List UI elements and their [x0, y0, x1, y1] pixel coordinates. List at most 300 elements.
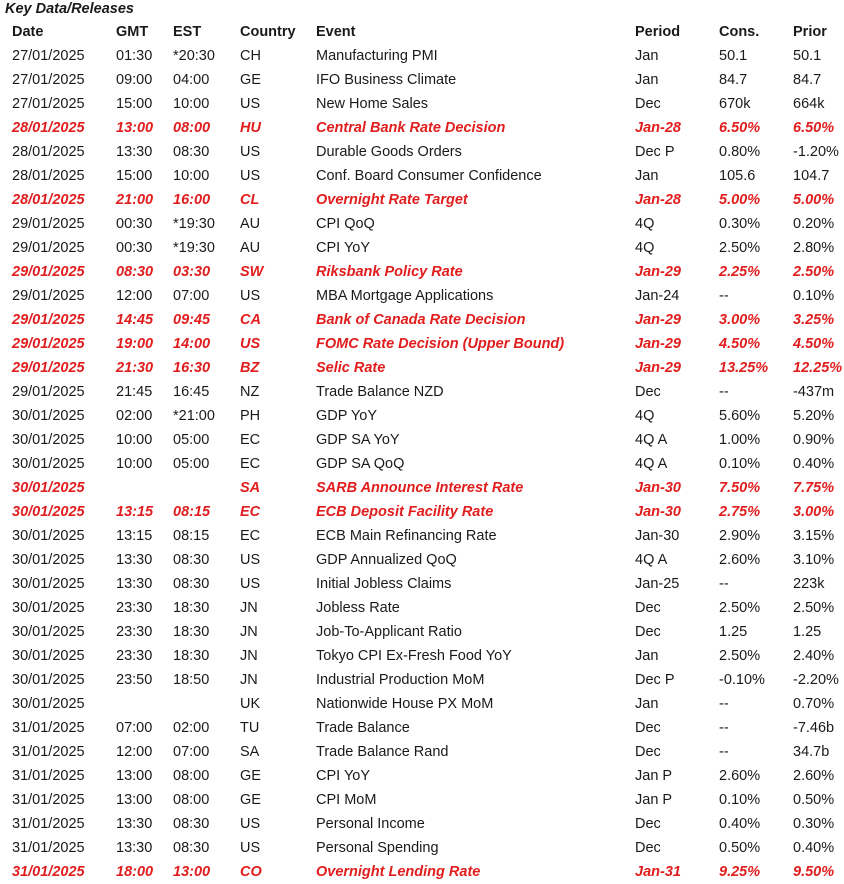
table-row [0, 236, 844, 260]
cell-prior: 0.40% [793, 840, 835, 856]
cell-date: 28/01/2025 [12, 192, 85, 208]
cell-est: 08:30 [173, 552, 210, 568]
table-row [0, 572, 844, 596]
cell-country: GE [240, 72, 261, 88]
cell-cons: 7.50% [719, 480, 761, 496]
cell-est: 05:00 [173, 432, 210, 448]
cell-event: CPI MoM [316, 792, 377, 808]
cell-est: 03:30 [173, 264, 211, 280]
table-row-highlighted [0, 476, 844, 500]
cell-est: 18:30 [173, 624, 210, 640]
table-row-highlighted [0, 860, 844, 884]
cell-est: 07:00 [173, 744, 210, 760]
cell-country: EC [240, 432, 261, 448]
cell-period: Jan-30 [635, 504, 681, 520]
cell-date: 30/01/2025 [12, 432, 85, 448]
cell-country: JN [240, 648, 258, 664]
table-row-highlighted [0, 188, 844, 212]
cell-est: 14:00 [173, 336, 211, 352]
cell-date: 30/01/2025 [12, 480, 85, 496]
cell-date: 31/01/2025 [12, 816, 85, 832]
cell-gmt: 09:00 [116, 72, 153, 88]
table-row-highlighted [0, 260, 844, 284]
cell-period: Jan-28 [635, 192, 681, 208]
cell-date: 30/01/2025 [12, 528, 85, 544]
cell-event: Bank of Canada Rate Decision [316, 312, 526, 328]
cell-prior: 3.00% [793, 504, 835, 520]
cell-country: PH [240, 408, 261, 424]
cell-event: Riksbank Policy Rate [316, 264, 463, 280]
cell-cons: 4.50% [719, 336, 761, 352]
cell-date: 28/01/2025 [12, 144, 85, 160]
cell-period: Dec [635, 384, 661, 400]
cell-country: CL [240, 192, 260, 208]
cell-est: 08:00 [173, 792, 210, 808]
cell-date: 30/01/2025 [12, 408, 85, 424]
cell-gmt: 13:00 [116, 120, 154, 136]
cell-gmt: 10:00 [116, 456, 153, 472]
cell-event: Initial Jobless Claims [316, 576, 452, 592]
cell-country: SW [240, 264, 264, 280]
cell-est: *20:30 [173, 48, 215, 64]
table-row [0, 284, 844, 308]
cell-date: 31/01/2025 [12, 840, 85, 856]
cell-date: 29/01/2025 [12, 288, 85, 304]
header-est: EST [173, 24, 202, 40]
cell-country: SA [240, 480, 261, 496]
cell-cons: 0.50% [719, 840, 761, 856]
cell-cons: 0.10% [719, 792, 761, 808]
cell-event: GDP Annualized QoQ [316, 552, 457, 568]
cell-est: *19:30 [173, 216, 215, 232]
cell-period: Jan P [635, 768, 673, 784]
table-row [0, 716, 844, 740]
cell-period: Jan-24 [635, 288, 680, 304]
cell-date: 29/01/2025 [12, 264, 85, 280]
cell-date: 29/01/2025 [12, 240, 85, 256]
cell-est: 09:45 [173, 312, 211, 328]
cell-gmt: 07:00 [116, 720, 153, 736]
cell-event: Industrial Production MoM [316, 672, 485, 688]
table-row [0, 596, 844, 620]
cell-country: HU [240, 120, 261, 136]
cell-cons: 2.60% [719, 552, 761, 568]
cell-prior: 1.25 [793, 624, 822, 640]
table-row [0, 428, 844, 452]
cell-event: New Home Sales [316, 96, 429, 112]
cell-est: 04:00 [173, 72, 210, 88]
cell-date: 29/01/2025 [12, 384, 85, 400]
table-row [0, 92, 844, 116]
cell-period: Jan-29 [635, 336, 681, 352]
cell-date: 27/01/2025 [12, 96, 85, 112]
cell-prior: 7.75% [793, 480, 835, 496]
cell-country: US [240, 288, 261, 304]
cell-gmt: 12:00 [116, 288, 153, 304]
cell-prior: 0.40% [793, 456, 835, 472]
cell-gmt: 21:45 [116, 384, 153, 400]
cell-event: Trade Balance [316, 720, 410, 736]
cell-event: Trade Balance Rand [316, 744, 449, 760]
cell-event: IFO Business Climate [316, 72, 457, 88]
cell-date: 28/01/2025 [12, 168, 85, 184]
cell-cons: 105.6 [719, 168, 756, 184]
cell-est: 18:30 [173, 600, 210, 616]
cell-prior: 50.1 [793, 48, 822, 64]
cell-period: Jan-25 [635, 576, 680, 592]
cell-est: 08:30 [173, 576, 210, 592]
cell-date: 30/01/2025 [12, 624, 85, 640]
cell-gmt: 13:30 [116, 144, 153, 160]
cell-country: SA [240, 744, 260, 760]
cell-country: CA [240, 312, 261, 328]
cell-date: 29/01/2025 [12, 336, 85, 352]
cell-gmt: 13:30 [116, 840, 153, 856]
cell-country: NZ [240, 384, 260, 400]
cell-gmt: 13:30 [116, 576, 153, 592]
cell-event: Conf. Board Consumer Confidence [316, 168, 542, 184]
cell-cons: 1.25 [719, 624, 748, 640]
cell-gmt: 13:15 [116, 528, 153, 544]
cell-date: 30/01/2025 [12, 696, 85, 712]
cell-prior: 664k [793, 96, 825, 112]
cell-event: FOMC Rate Decision (Upper Bound) [316, 336, 565, 352]
cell-prior: 2.50% [793, 264, 835, 280]
header-country: Country [240, 24, 296, 40]
cell-est: 10:00 [173, 168, 210, 184]
cell-date: 31/01/2025 [12, 864, 85, 880]
header-event: Event [316, 24, 356, 40]
cell-prior: 0.70% [793, 696, 835, 712]
cell-cons: 2.50% [719, 648, 761, 664]
cell-cons: 50.1 [719, 48, 748, 64]
cell-country: US [240, 144, 261, 160]
cell-country: US [240, 336, 261, 352]
cell-cons: 3.00% [719, 312, 761, 328]
cell-cons: -- [719, 384, 729, 400]
cell-date: 30/01/2025 [12, 504, 85, 520]
cell-period: Dec P [635, 144, 675, 160]
table-row [0, 788, 844, 812]
cell-period: Jan [635, 72, 659, 88]
cell-cons: 670k [719, 96, 751, 112]
table-row [0, 764, 844, 788]
table-row [0, 140, 844, 164]
table-row [0, 668, 844, 692]
cell-event: Job-To-Applicant Ratio [316, 624, 462, 640]
cell-prior: 2.80% [793, 240, 835, 256]
cell-period: Jan [635, 648, 659, 664]
cell-period: Dec [635, 96, 661, 112]
cell-gmt: 23:30 [116, 648, 153, 664]
cell-event: Personal Income [316, 816, 425, 832]
cell-period: Jan [635, 168, 659, 184]
cell-period: Jan P [635, 792, 673, 808]
cell-period: Dec [635, 720, 661, 736]
cell-gmt: 13:15 [116, 504, 154, 520]
cell-country: US [240, 576, 261, 592]
table-header [0, 20, 844, 44]
cell-est: 05:00 [173, 456, 210, 472]
cell-date: 27/01/2025 [12, 72, 85, 88]
cell-est: 08:30 [173, 840, 210, 856]
cell-date: 29/01/2025 [12, 216, 85, 232]
cell-date: 30/01/2025 [12, 456, 85, 472]
cell-cons: -0.10% [719, 672, 765, 688]
cell-country: US [240, 816, 261, 832]
cell-date: 31/01/2025 [12, 768, 85, 784]
table-row [0, 644, 844, 668]
table-row [0, 740, 844, 764]
cell-prior: 6.50% [793, 120, 835, 136]
cell-prior: 2.40% [793, 648, 835, 664]
cell-prior: 12.25% [793, 360, 843, 376]
cell-gmt: 18:00 [116, 864, 154, 880]
cell-date: 31/01/2025 [12, 792, 85, 808]
cell-event: Personal Spending [316, 840, 439, 856]
table-title: Key Data/Releases [5, 1, 134, 17]
cell-cons: 2.75% [719, 504, 761, 520]
cell-prior: 104.7 [793, 168, 830, 184]
cell-date: 30/01/2025 [12, 576, 85, 592]
cell-period: 4Q A [635, 432, 668, 448]
cell-gmt: 02:00 [116, 408, 153, 424]
cell-gmt: 00:30 [116, 240, 153, 256]
table-row-highlighted [0, 356, 844, 380]
cell-event: ECB Main Refinancing Rate [316, 528, 497, 544]
cell-gmt: 23:50 [116, 672, 153, 688]
cell-prior: 0.90% [793, 432, 835, 448]
cell-period: Jan-30 [635, 528, 680, 544]
cell-date: 30/01/2025 [12, 552, 85, 568]
table-row-highlighted [0, 332, 844, 356]
cell-period: Jan-29 [635, 360, 681, 376]
cell-est: 08:30 [173, 816, 210, 832]
cell-gmt: 23:30 [116, 624, 153, 640]
cell-prior: 3.10% [793, 552, 835, 568]
cell-est: 02:00 [173, 720, 210, 736]
cell-period: Dec [635, 816, 661, 832]
cell-prior: 5.00% [793, 192, 835, 208]
cell-event: Overnight Lending Rate [316, 864, 481, 880]
cell-period: Jan-31 [635, 864, 681, 880]
cell-event: Trade Balance NZD [316, 384, 444, 400]
cell-prior: -1.20% [793, 144, 839, 160]
cell-gmt: 00:30 [116, 216, 153, 232]
cell-date: 31/01/2025 [12, 720, 85, 736]
cell-period: 4Q [635, 240, 655, 256]
cell-date: 27/01/2025 [12, 48, 85, 64]
cell-est: 13:00 [173, 864, 211, 880]
cell-date: 31/01/2025 [12, 744, 85, 760]
cell-country: JN [240, 624, 258, 640]
cell-event: GDP SA YoY [316, 432, 400, 448]
cell-country: AU [240, 240, 261, 256]
cell-event: ECB Deposit Facility Rate [316, 504, 494, 520]
cell-event: CPI YoY [316, 768, 371, 784]
cell-prior: 3.25% [793, 312, 835, 328]
table-row-highlighted [0, 116, 844, 140]
cell-event: Central Bank Rate Decision [316, 120, 506, 136]
cell-date: 29/01/2025 [12, 360, 85, 376]
cell-period: Jan-29 [635, 312, 681, 328]
cell-prior: 0.20% [793, 216, 835, 232]
cell-event: Durable Goods Orders [316, 144, 462, 160]
cell-country: US [240, 552, 261, 568]
cell-date: 28/01/2025 [12, 120, 85, 136]
cell-est: 16:45 [173, 384, 210, 400]
cell-cons: 9.25% [719, 864, 761, 880]
cell-gmt: 12:00 [116, 744, 153, 760]
cell-event: CPI YoY [316, 240, 371, 256]
cell-cons: 2.60% [719, 768, 761, 784]
cell-est: 16:30 [173, 360, 211, 376]
cell-country: UK [240, 696, 261, 712]
cell-prior: 9.50% [793, 864, 835, 880]
cell-event: Jobless Rate [316, 600, 400, 616]
table-row [0, 164, 844, 188]
cell-date: 29/01/2025 [12, 312, 85, 328]
cell-prior: 0.50% [793, 792, 835, 808]
cell-cons: 2.90% [719, 528, 761, 544]
cell-period: 4Q A [635, 456, 668, 472]
cell-cons: 13.25% [719, 360, 769, 376]
cell-prior: -2.20% [793, 672, 839, 688]
cell-cons: 0.10% [719, 456, 761, 472]
cell-est: 08:15 [173, 528, 210, 544]
cell-est: 08:00 [173, 120, 211, 136]
cell-est: 10:00 [173, 96, 210, 112]
cell-period: Dec P [635, 672, 675, 688]
cell-prior: 34.7b [793, 744, 830, 760]
cell-gmt: 10:00 [116, 432, 153, 448]
cell-cons: 5.60% [719, 408, 761, 424]
cell-period: Dec [635, 840, 661, 856]
header-date: Date [12, 24, 44, 40]
cell-gmt: 01:30 [116, 48, 153, 64]
cell-est: 08:30 [173, 144, 210, 160]
table-row [0, 620, 844, 644]
cell-country: JN [240, 600, 258, 616]
cell-period: Jan [635, 48, 659, 64]
cell-gmt: 13:00 [116, 768, 153, 784]
table-row [0, 812, 844, 836]
cell-prior: 0.30% [793, 816, 835, 832]
cell-prior: -7.46b [793, 720, 835, 736]
table-row [0, 692, 844, 716]
cell-country: JN [240, 672, 258, 688]
cell-country: US [240, 840, 261, 856]
cell-gmt: 15:00 [116, 168, 153, 184]
header-prior: Prior [793, 24, 827, 40]
cell-est: 18:50 [173, 672, 210, 688]
cell-cons: -- [719, 720, 729, 736]
cell-event: GDP YoY [316, 408, 378, 424]
cell-event: Overnight Rate Target [316, 192, 468, 208]
cell-cons: 2.25% [719, 264, 761, 280]
table-row [0, 548, 844, 572]
cell-event: CPI QoQ [316, 216, 375, 232]
cell-cons: 5.00% [719, 192, 761, 208]
cell-cons: -- [719, 288, 729, 304]
cell-period: Jan-29 [635, 264, 681, 280]
cell-event: Manufacturing PMI [316, 48, 438, 64]
cell-prior: 3.15% [793, 528, 835, 544]
cell-country: BZ [240, 360, 260, 376]
table-row [0, 380, 844, 404]
cell-gmt: 13:30 [116, 816, 153, 832]
table-row [0, 68, 844, 92]
cell-cons: 84.7 [719, 72, 748, 88]
cell-prior: 84.7 [793, 72, 822, 88]
cell-period: Dec [635, 744, 661, 760]
cell-country: AU [240, 216, 261, 232]
table-row [0, 404, 844, 428]
cell-period: 4Q [635, 408, 655, 424]
cell-est: *21:00 [173, 408, 215, 424]
table-row [0, 452, 844, 476]
cell-event: Tokyo CPI Ex-Fresh Food YoY [316, 648, 512, 664]
cell-event: Selic Rate [316, 360, 386, 376]
cell-gmt: 21:00 [116, 192, 154, 208]
cell-country: EC [240, 504, 261, 520]
cell-prior: 2.50% [793, 600, 835, 616]
table-row [0, 836, 844, 860]
cell-gmt: 21:30 [116, 360, 154, 376]
table-row-highlighted [0, 308, 844, 332]
cell-cons: 6.50% [719, 120, 761, 136]
cell-est: 07:00 [173, 288, 210, 304]
cell-prior: 0.10% [793, 288, 835, 304]
table-row [0, 212, 844, 236]
cell-prior: 5.20% [793, 408, 835, 424]
cell-country: GE [240, 768, 261, 784]
header-gmt: GMT [116, 24, 149, 40]
cell-cons: 2.50% [719, 600, 761, 616]
header-period: Period [635, 24, 681, 40]
cell-period: 4Q A [635, 552, 668, 568]
cell-cons: -- [719, 696, 729, 712]
cell-period: Dec [635, 624, 661, 640]
cell-est: *19:30 [173, 240, 215, 256]
cell-gmt: 13:30 [116, 552, 153, 568]
cell-country: EC [240, 456, 261, 472]
header-cons: Cons. [719, 24, 760, 40]
cell-event: SARB Announce Interest Rate [316, 480, 524, 496]
cell-prior: -437m [793, 384, 835, 400]
cell-gmt: 14:45 [116, 312, 154, 328]
cell-country: US [240, 168, 261, 184]
cell-gmt: 23:30 [116, 600, 153, 616]
cell-cons: -- [719, 576, 729, 592]
cell-country: TU [240, 720, 260, 736]
cell-event: GDP SA QoQ [316, 456, 405, 472]
cell-date: 30/01/2025 [12, 648, 85, 664]
cell-gmt: 15:00 [116, 96, 153, 112]
cell-gmt: 08:30 [116, 264, 154, 280]
cell-country: EC [240, 528, 261, 544]
cell-cons: -- [719, 744, 729, 760]
cell-date: 30/01/2025 [12, 600, 85, 616]
cell-event: MBA Mortgage Applications [316, 288, 494, 304]
cell-cons: 0.40% [719, 816, 761, 832]
table-row [0, 44, 844, 68]
cell-date: 30/01/2025 [12, 672, 85, 688]
cell-period: Jan [635, 696, 659, 712]
cell-gmt: 13:00 [116, 792, 153, 808]
cell-period: Jan-28 [635, 120, 681, 136]
cell-est: 08:15 [173, 504, 211, 520]
